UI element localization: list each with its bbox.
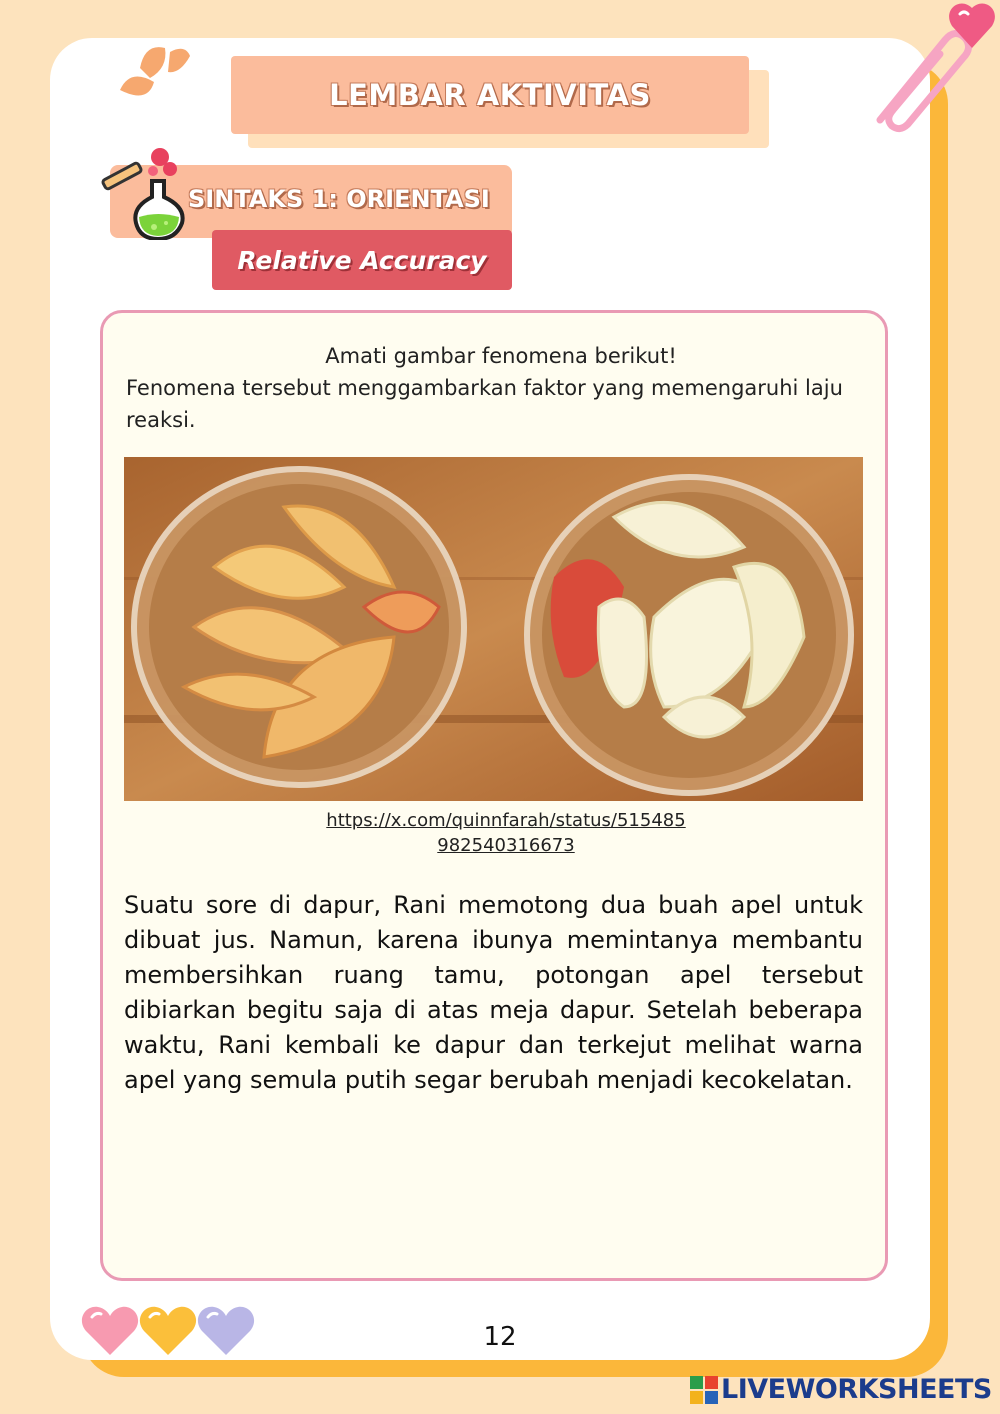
image-source-link[interactable] bbox=[300, 808, 712, 858]
subtitle-banner bbox=[212, 230, 512, 290]
hearts-decoration bbox=[80, 1303, 260, 1359]
liveworksheets-logo-icon bbox=[690, 1376, 718, 1404]
syntax-label: SINTAKS 1: ORIENTASI bbox=[188, 185, 490, 213]
instruction-line-2: Fenomena tersebut menggambarkan faktor yang memengaruhi laju reaksi. bbox=[126, 376, 843, 432]
yellow-heart-icon bbox=[140, 1307, 196, 1355]
image-source-line-1[interactable]: https://x.com/quinnfarah/status/515485 bbox=[326, 810, 686, 831]
story-paragraph: Suatu sore di dapur, Rani memotong dua buah apel untuk dibuat jus. Namun, karena ibunya memintanya membantu membersihkan ruang tamu, potongan apel tersebut dibiarkan begitu saja di atas meja dapur. Setelah beberapa waktu, Rani kembali ke dapur dan terkejut melihat warna apel yang semula putih segar berubah menjadi kecokelatan. bbox=[124, 891, 863, 1094]
image-source-line-2[interactable]: 982540316673 bbox=[437, 835, 575, 856]
apple-slices-photo bbox=[124, 457, 863, 801]
instruction-line-1: Amati gambar fenomena berikut! bbox=[325, 344, 677, 368]
brand-name: LIVEWORKSHEETS bbox=[721, 1374, 992, 1405]
heart-paperclip-icon bbox=[860, 0, 1000, 140]
page-number: 12 bbox=[483, 1322, 517, 1352]
subtitle-label: Relative Accuracy bbox=[237, 245, 487, 275]
lavender-heart-icon bbox=[198, 1307, 254, 1355]
petal-decoration-icon bbox=[110, 38, 195, 106]
title-banner bbox=[231, 56, 749, 134]
page-title: LEMBAR AKTIVITAS bbox=[329, 78, 651, 112]
flask-icon bbox=[98, 145, 190, 240]
instruction-text bbox=[126, 340, 876, 436]
pink-heart-icon bbox=[82, 1307, 138, 1355]
liveworksheets-brand[interactable] bbox=[690, 1374, 992, 1405]
